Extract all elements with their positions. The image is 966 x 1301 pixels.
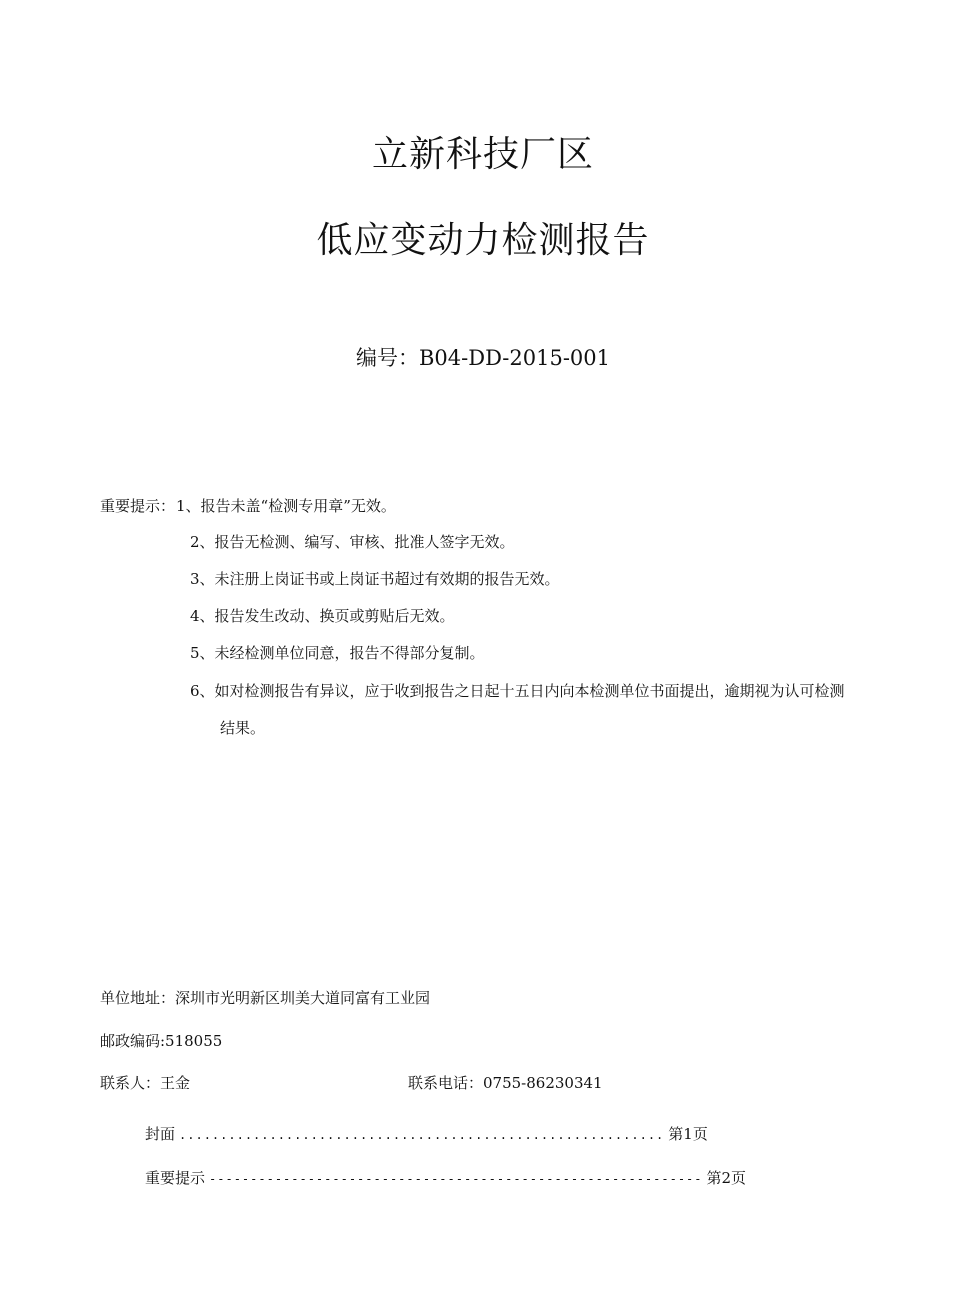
postcode: 邮政编码:518055 [100, 1032, 223, 1050]
notice-item-5: 5、未经检测单位同意，报告不得部分复制。 [190, 644, 485, 662]
toc-leader: ------------------------------------------------------------ [209, 1172, 703, 1186]
notice-item-2: 2、报告无检测、编写、审核、批准人签字无效。 [190, 533, 515, 551]
toc-page: 第2页 [706, 1169, 747, 1187]
notice-item-3: 3、未注册上岗证书或上岗证书超过有效期的报告无效。 [190, 570, 560, 588]
notice-item-4: 4、报告发生改动、换页或剪贴后无效。 [190, 607, 455, 625]
toc-entry-notice [145, 1167, 747, 1188]
toc-label: 封面 [145, 1125, 176, 1143]
report-title-line2: 低应变动力检测报告 [316, 220, 650, 261]
notice-label: 重要提示： [100, 497, 176, 515]
unit-address: 单位地址：深圳市光明新区圳美大道同富有工业园 [100, 989, 431, 1007]
notice-item-6-continuation: 结果。 [220, 719, 266, 737]
notice-item-6: 6、如对检测报告有异议，应于收到报告之日起十五日内向本检测单位书面提出，逾期视为认可检测 [190, 682, 845, 700]
toc-entry-cover [145, 1123, 708, 1144]
toc-page: 第1页 [668, 1125, 708, 1143]
report-title-line1: 立新科技厂区 [371, 134, 594, 175]
contact-person: 联系人：王金 [100, 1074, 191, 1092]
contact-phone: 联系电话：0755-86230341 [408, 1074, 603, 1092]
notice-item-1: 1、报告未盖“检测专用章”无效。 [176, 497, 396, 515]
document-number: 编号：B04-DD-2015-001 [355, 346, 611, 370]
toc-leader: ........................................................... [179, 1128, 665, 1142]
toc-label: 重要提示 [145, 1169, 206, 1187]
